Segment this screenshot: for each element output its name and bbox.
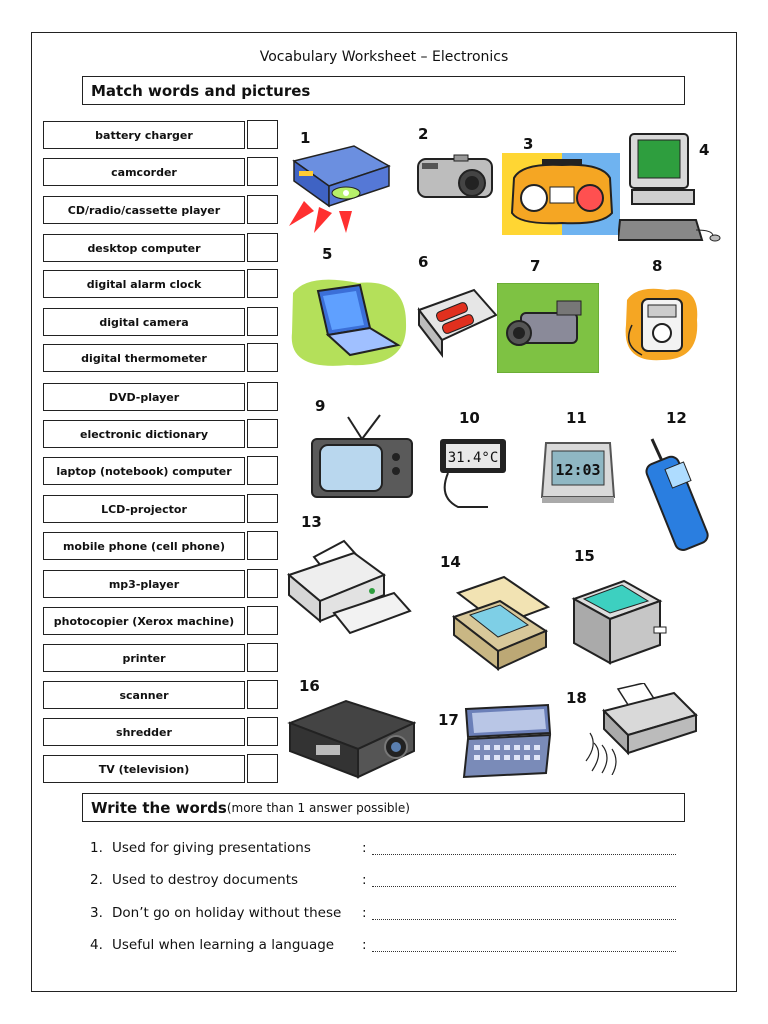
answer-box[interactable] [247, 157, 278, 186]
answer-box[interactable] [247, 531, 278, 560]
question-separator: : [362, 872, 367, 888]
picture-number: 8 [652, 257, 663, 275]
question-separator: : [362, 905, 367, 921]
word-box: mobile phone (cell phone) [43, 532, 245, 560]
answer-box[interactable] [247, 120, 278, 149]
question-separator: : [362, 937, 367, 953]
cd-radio-picture [502, 153, 620, 235]
answer-box[interactable] [247, 717, 278, 746]
question-text: Don’t go on holiday without these [112, 905, 342, 921]
question-row [90, 905, 676, 921]
question-row [90, 937, 676, 953]
answer-box[interactable] [247, 382, 278, 411]
question-number: 3. [90, 905, 103, 921]
match-section-heading: Match words and pictures [91, 81, 311, 100]
digital-camera-picture [414, 153, 498, 207]
picture-number: 14 [440, 553, 461, 571]
word-box: camcorder [43, 158, 245, 186]
word-box: shredder [43, 718, 245, 746]
word-box: electronic dictionary [43, 420, 245, 448]
picture-number: 4 [699, 141, 710, 159]
answer-box[interactable] [247, 419, 278, 448]
question-text: Used for giving presentations [112, 840, 311, 856]
write-section-note: (more than 1 answer possible) [226, 800, 410, 815]
word-box: CD/radio/cassette player [43, 196, 245, 224]
answer-line[interactable] [372, 872, 676, 887]
answer-box[interactable] [247, 606, 278, 635]
question-text: Useful when learning a language [112, 937, 335, 953]
thermometer-reading: 31.4°C [447, 450, 499, 466]
word-box: scanner [43, 681, 245, 709]
printer-picture [284, 535, 412, 635]
match-section-header [82, 76, 685, 105]
question-number: 4. [90, 937, 103, 953]
answer-box[interactable] [247, 643, 278, 672]
dvd-player-picture [284, 141, 394, 236]
answer-box[interactable] [247, 343, 278, 372]
word-box: DVD-player [43, 383, 245, 411]
answer-box[interactable] [247, 233, 278, 262]
answer-box[interactable] [247, 754, 278, 783]
picture-number: 6 [418, 253, 429, 271]
word-box: desktop computer [43, 234, 245, 262]
mp3-player-picture [622, 285, 702, 365]
clock-reading: 12:03 [555, 461, 601, 479]
picture-number: 5 [322, 245, 333, 263]
answer-box[interactable] [247, 569, 278, 598]
laptop-picture [288, 273, 410, 373]
photocopier-picture [564, 573, 668, 669]
word-box: mp3-player [43, 570, 245, 598]
mobile-phone-picture [638, 433, 718, 553]
picture-number: 13 [301, 513, 322, 531]
word-box: printer [43, 644, 245, 672]
desktop-computer-picture [618, 130, 722, 245]
camcorder-picture [497, 283, 599, 373]
worksheet-page [31, 32, 737, 992]
shredder-picture [584, 683, 700, 775]
electronic-dictionary-picture [460, 703, 554, 783]
answer-line[interactable] [372, 905, 676, 920]
picture-number: 7 [530, 257, 541, 275]
picture-number: 16 [299, 677, 320, 695]
picture-number: 11 [566, 409, 587, 427]
battery-charger-picture [414, 285, 500, 359]
answer-box[interactable] [247, 456, 278, 485]
word-box: TV (television) [43, 755, 245, 783]
digital-alarm-clock-picture [538, 439, 618, 509]
question-number: 1. [90, 840, 103, 856]
question-separator: : [362, 840, 367, 856]
picture-number: 10 [459, 409, 480, 427]
word-box: digital alarm clock [43, 270, 245, 298]
answer-line[interactable] [372, 937, 676, 952]
word-box: photocopier (Xerox machine) [43, 607, 245, 635]
word-box: digital camera [43, 308, 245, 336]
question-row [90, 872, 676, 888]
picture-number: 12 [666, 409, 687, 427]
picture-number: 17 [438, 711, 459, 729]
picture-number: 18 [566, 689, 587, 707]
lcd-projector-picture [286, 693, 416, 783]
scanner-picture [448, 573, 552, 673]
picture-number: 3 [523, 135, 534, 153]
question-number: 2. [90, 872, 103, 888]
word-box: LCD-projector [43, 495, 245, 523]
answer-box[interactable] [247, 307, 278, 336]
picture-number: 1 [300, 129, 311, 147]
write-section-heading: Write the words [91, 798, 227, 817]
question-text: Used to destroy documents [112, 872, 299, 888]
digital-thermometer-picture [438, 437, 510, 517]
word-box: laptop (notebook) computer [43, 457, 245, 485]
answer-box[interactable] [247, 269, 278, 298]
picture-number: 15 [574, 547, 595, 565]
worksheet-title: Vocabulary Worksheet – Electronics [259, 49, 509, 65]
word-box: battery charger [43, 121, 245, 149]
tv-picture [310, 413, 414, 501]
answer-box[interactable] [247, 494, 278, 523]
answer-line[interactable] [372, 840, 676, 855]
question-row [90, 840, 676, 856]
answer-box[interactable] [247, 195, 278, 224]
picture-number: 9 [315, 397, 326, 415]
picture-number: 2 [418, 125, 429, 143]
write-section-header [82, 793, 685, 822]
word-box: digital thermometer [43, 344, 245, 372]
answer-box[interactable] [247, 680, 278, 709]
